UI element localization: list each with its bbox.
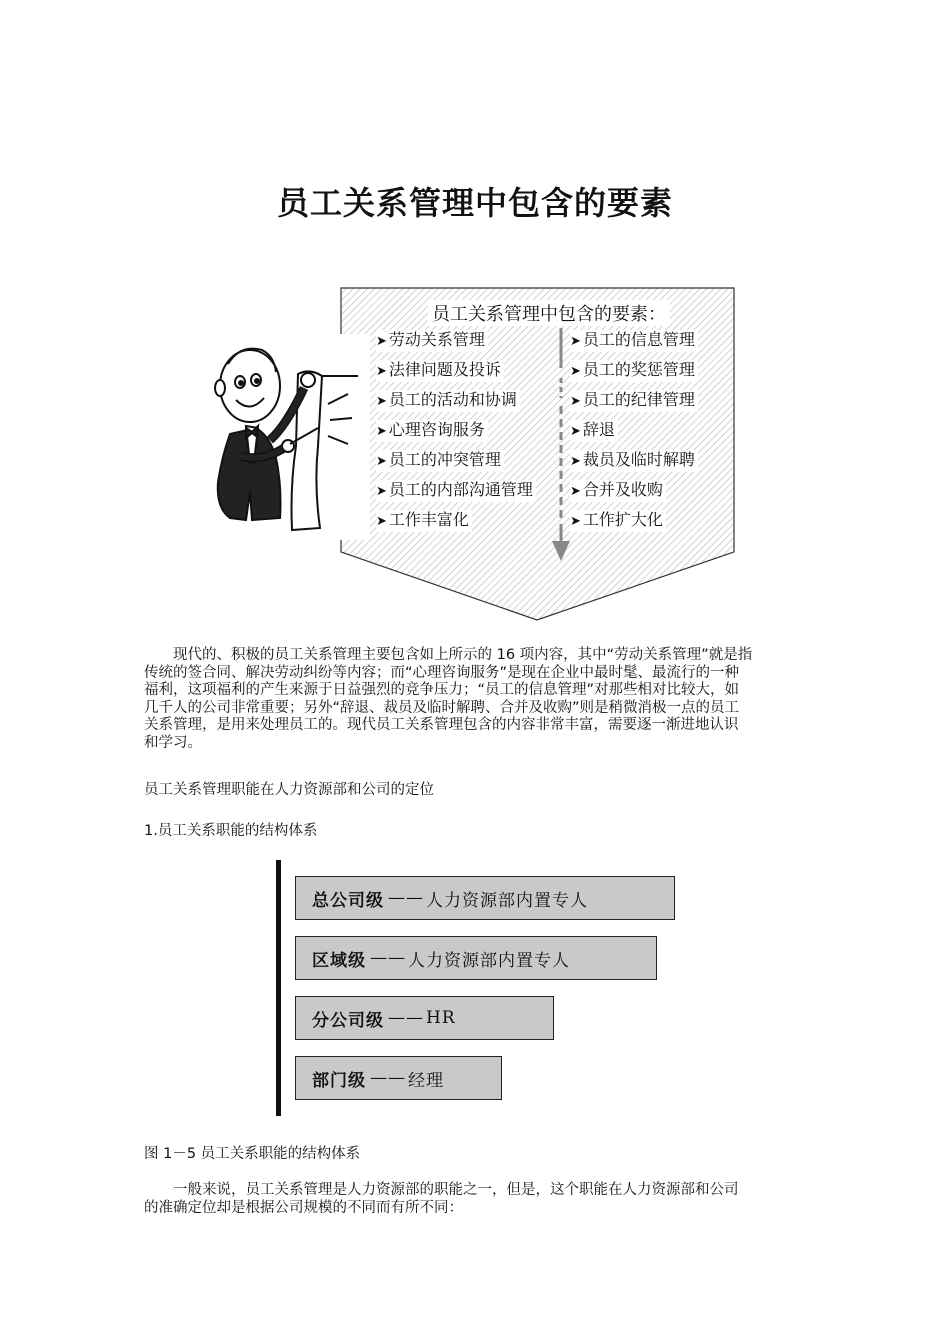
left-item-label: 心理咨询服务 bbox=[388, 420, 485, 439]
left-item-label: 员工的活动和协调 bbox=[388, 390, 517, 409]
right-arrow-icon: ➤ bbox=[570, 484, 581, 499]
level-separator: —— bbox=[370, 948, 406, 968]
right-arrow-icon: ➤ bbox=[376, 364, 387, 379]
left-item bbox=[376, 510, 472, 532]
level-separator: —— bbox=[388, 1008, 424, 1028]
hierarchy-axis-bar bbox=[276, 860, 281, 1116]
right-item-label: 裁员及临时解聘 bbox=[582, 450, 695, 469]
paragraph-line: 的准确定位却是根据公司规模的不同而有所不同： bbox=[144, 1199, 463, 1216]
figure-caption: 图 1－5 员工关系职能的结构体系 bbox=[144, 1146, 361, 1162]
right-arrow-icon: ➤ bbox=[376, 334, 387, 349]
level-separator: —— bbox=[388, 888, 424, 908]
right-arrow-icon: ➤ bbox=[570, 364, 581, 379]
page-title: 员工关系管理中包含的要素 bbox=[276, 184, 673, 222]
section-heading: 员工关系管理职能在人力资源部和公司的定位 bbox=[144, 782, 434, 798]
right-item-label: 员工的奖惩管理 bbox=[582, 360, 695, 379]
left-item bbox=[376, 390, 520, 412]
left-item-label: 员工的冲突管理 bbox=[388, 450, 501, 469]
left-item bbox=[376, 330, 488, 352]
right-item-label: 员工的纪律管理 bbox=[582, 390, 695, 409]
right-item bbox=[570, 480, 666, 502]
right-arrow-icon: ➤ bbox=[570, 334, 581, 349]
level-name: 分公司级 bbox=[312, 1010, 384, 1031]
right-item bbox=[570, 510, 666, 532]
paragraph-line: 福利，这项福利的产生来源于日益强烈的竞争压力；“员工的信息管理”对那些相对比较大，如 bbox=[144, 682, 740, 698]
right-arrow-icon: ➤ bbox=[376, 394, 387, 409]
right-item bbox=[570, 450, 698, 472]
level-name: 总公司级 bbox=[312, 890, 384, 911]
left-item bbox=[376, 480, 536, 502]
paragraph-line: 几千人的公司非常重要；另外“辞退、裁员及临时解聘、合并及收购”则是稍微消极一点的员工 bbox=[144, 699, 740, 716]
right-item-label: 工作扩大化 bbox=[582, 510, 663, 529]
right-item-label: 员工的信息管理 bbox=[582, 330, 695, 349]
closing-paragraph bbox=[144, 1182, 804, 1217]
left-item-label: 法律问题及投诉 bbox=[388, 360, 501, 379]
figure-heading: 员工关系管理中包含的要素： bbox=[428, 300, 670, 326]
right-arrow-icon: ➤ bbox=[570, 394, 581, 409]
paragraph-line: 一般来说，员工关系管理是人力资源部的职能之一，但是，这个职能在人力资源部和公司 bbox=[144, 1182, 739, 1198]
right-arrow-icon: ➤ bbox=[570, 424, 581, 439]
right-arrow-icon: ➤ bbox=[376, 514, 387, 529]
right-arrow-icon: ➤ bbox=[376, 424, 387, 439]
right-arrow-icon: ➤ bbox=[570, 454, 581, 469]
left-item-label: 工作丰富化 bbox=[388, 510, 469, 529]
right-item-label: 辞退 bbox=[582, 420, 615, 439]
paragraph-line: 关系管理，是用来处理员工的。现代员工关系管理包含的内容非常丰富，需要逐一渐进地认识 bbox=[144, 717, 739, 733]
subsection-heading: 1.员工关系职能的结构体系 bbox=[144, 823, 318, 839]
right-item bbox=[570, 360, 698, 382]
right-item-label: 合并及收购 bbox=[582, 480, 663, 499]
right-item bbox=[570, 330, 698, 352]
left-item-label: 劳动关系管理 bbox=[388, 330, 485, 349]
paragraph-line: 传统的签合同、解决劳动纠纷等内容；而“心理咨询服务”是现在企业中最时髦、最流行的一种 bbox=[144, 664, 740, 681]
right-arrow-icon: ➤ bbox=[376, 484, 387, 499]
left-item bbox=[376, 420, 488, 442]
right-item bbox=[570, 420, 618, 442]
paragraph-line: 和学习。 bbox=[144, 734, 202, 751]
level-description: 人力资源部内置专人 bbox=[408, 950, 570, 971]
intro-paragraph bbox=[144, 647, 804, 752]
right-arrow-icon: ➤ bbox=[570, 514, 581, 529]
paragraph-line: 现代的、积极的员工关系管理主要包含如上所示的 16 项内容，其中“劳动关系管理”就是指 bbox=[144, 647, 753, 663]
right-item bbox=[570, 390, 698, 412]
elements-figure bbox=[200, 286, 740, 626]
left-item bbox=[376, 360, 504, 382]
level-separator: —— bbox=[370, 1068, 406, 1088]
left-item-label: 员工的内部沟通管理 bbox=[388, 480, 533, 499]
level-box-department bbox=[295, 1056, 502, 1100]
level-box-headquarters bbox=[295, 876, 675, 920]
left-item bbox=[376, 450, 504, 472]
level-description: 经理 bbox=[408, 1070, 444, 1091]
right-arrow-icon: ➤ bbox=[376, 454, 387, 469]
level-description: HR bbox=[426, 1008, 456, 1028]
level-name: 区域级 bbox=[312, 950, 366, 971]
level-description: 人力资源部内置专人 bbox=[426, 890, 588, 911]
level-box-branch bbox=[295, 996, 554, 1040]
level-name: 部门级 bbox=[312, 1070, 366, 1091]
level-box-region bbox=[295, 936, 657, 980]
